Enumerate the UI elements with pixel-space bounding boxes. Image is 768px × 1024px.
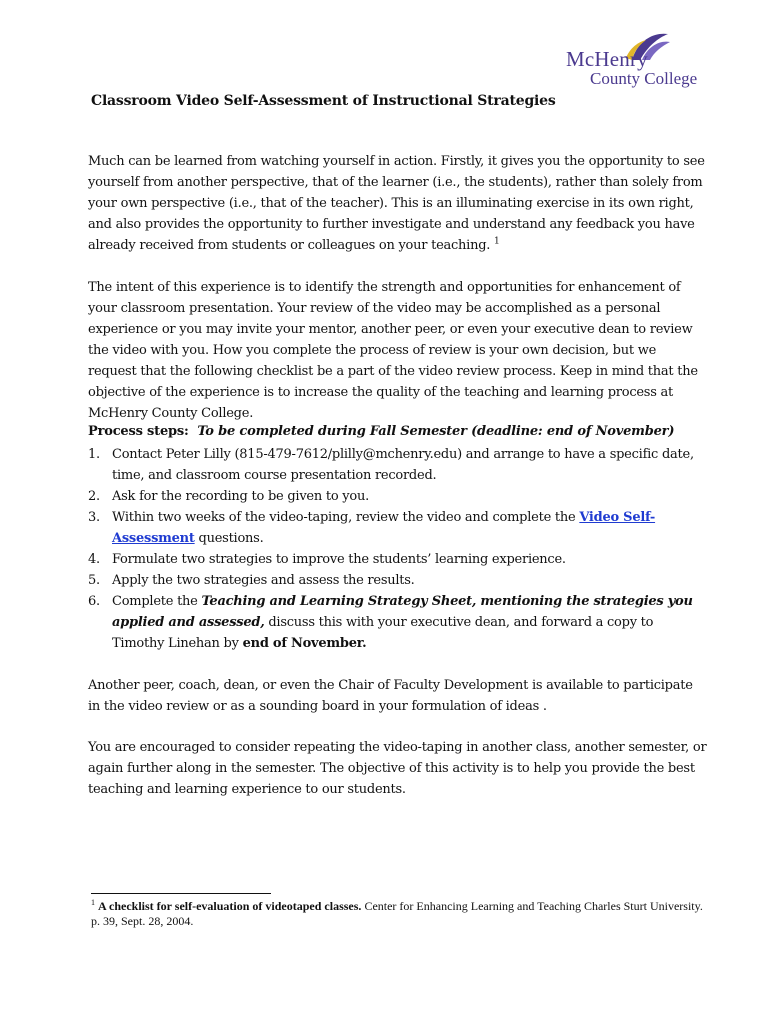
step-text-mid: discuss this with your executive dean, and forward a copy to Timothy Linehan by	[112, 615, 654, 651]
process-deadline: To be completed during Fall Semester (deadline: end of November)	[197, 424, 675, 439]
step-text: Formulate two strategies to improve the students’ learning experience.	[112, 552, 566, 567]
step-number: 3.	[88, 510, 100, 525]
list-item	[88, 591, 708, 654]
step-number: 4.	[88, 552, 100, 567]
list-item	[88, 444, 708, 486]
step-text-pre: Complete the	[112, 594, 202, 609]
intent-paragraph: The intent of this experience is to identify the strength and opportunities for enhancement of your classroom presentation. Your review of the video may be accomplished as a personal experience or you may invite your mentor, another peer, or even your executive dean to review the video with you. How you complete the process of review is your own decision, but we request that the following checklist be a part of the video review process. Keep in mind that the objective of the experience is to increase the quality of the teaching and learning process at McHenry County College.	[88, 280, 698, 421]
list-item	[88, 486, 708, 507]
process-steps-heading	[88, 424, 674, 439]
step-text: Apply the two strategies and assess the results.	[112, 573, 415, 588]
video-self-assessment-link[interactable]: Video Self-Assessment	[112, 510, 656, 546]
logo-line-1: McHenry	[566, 47, 648, 71]
list-item	[88, 507, 708, 549]
peer-paragraph: Another peer, coach, dean, or even the Chair of Faculty Development is available to participate in the video review or as a sounding board in your formulation of ideas .	[88, 678, 693, 714]
repeat-paragraph: You are encouraged to consider repeating the video-taping in another class, another semester, or again further along in the semester. The objective of this activity is to help you provide the best teaching and learning experience to our students.	[88, 740, 707, 797]
deadline-emphasis: end of November.	[242, 636, 367, 651]
footnote	[91, 899, 711, 929]
logo-line-2: County College	[590, 69, 698, 88]
list-item	[88, 549, 708, 570]
footnote-number: 1	[91, 898, 95, 907]
footnote-title: A checklist for self-evaluation of videotaped classes.	[98, 899, 362, 913]
step-number: 5.	[88, 573, 100, 588]
document-title: Classroom Video Self-Assessment of Instructional Strategies	[91, 93, 556, 109]
step-text-post: questions.	[194, 531, 264, 546]
process-label: Process steps:	[88, 424, 189, 439]
step-number: 2.	[88, 489, 100, 504]
college-logo	[562, 30, 712, 90]
step-number: 6.	[88, 594, 100, 609]
footnote-text: Center for Enhancing Learning and Teaching Charles Sturt University. p. 39, Sept. 28, 2004.	[91, 899, 703, 928]
footnote-divider	[91, 893, 271, 894]
step-text: Ask for the recording to be given to you.	[112, 489, 369, 504]
step-number: 1.	[88, 447, 100, 462]
process-steps-list	[88, 444, 708, 654]
footnote-ref[interactable]: 1	[494, 236, 500, 247]
strategy-sheet-emphasis: Teaching and Learning Strategy Sheet, mentioning the strategies you applied and assessed,	[112, 594, 693, 630]
step-text: Contact Peter Lilly (815-479-7612/plilly@mchenry.edu) and arrange to have a specific date, time, and classroom course presentation recorded.	[112, 447, 694, 483]
intro-paragraph	[88, 151, 708, 256]
step-text-pre: Within two weeks of the video-taping, review the video and complete the	[112, 510, 580, 525]
intro-paragraph-text: Much can be learned from watching yourself in action. Firstly, it gives you the opportunity to see yourself from another perspective, that of the learner (i.e., the students), rather than solely from your own perspective (i.e., that of the teacher). This is an illuminating exercise in its own right, and also provides the opportunity to further investigate and understand any feedback you have already received from students or colleagues on your teaching.	[88, 154, 705, 253]
list-item	[88, 570, 708, 591]
